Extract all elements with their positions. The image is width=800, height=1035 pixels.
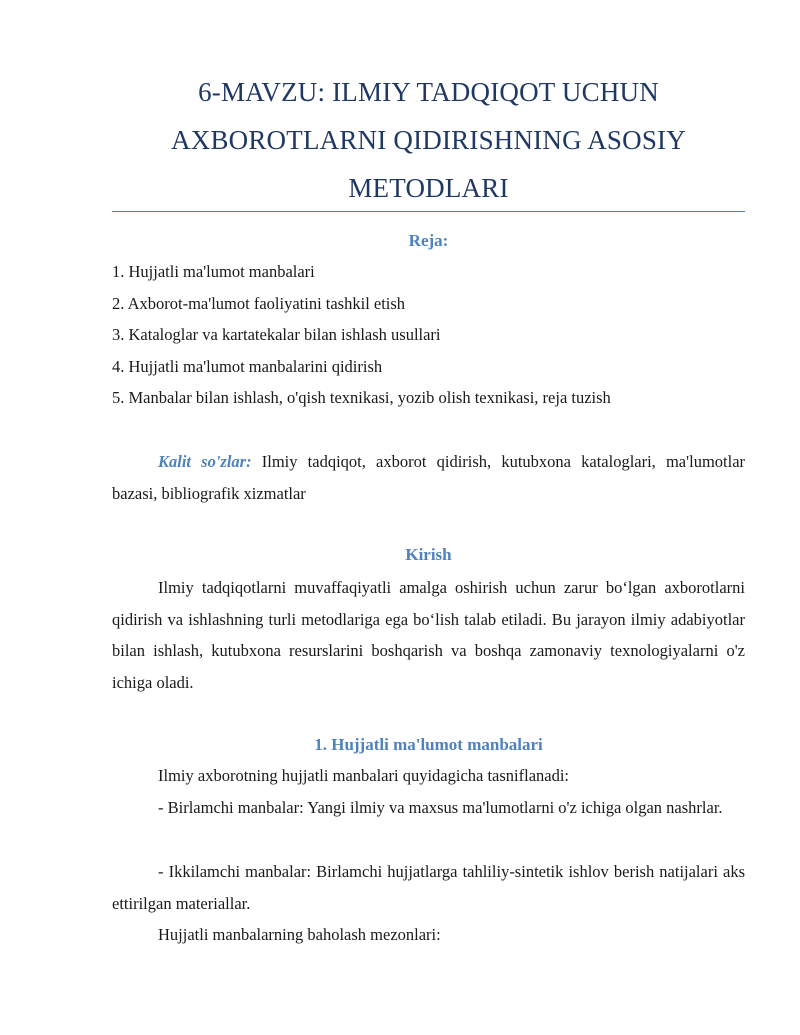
plan-item-1: 1. Hujjatli ma'lumot manbalari xyxy=(112,262,315,281)
section-1-heading: 1. Hujjatli ma'lumot manbalari xyxy=(314,735,543,754)
plan-item-2: 2. Axborot-ma'lumot faoliyatini tashkil etish xyxy=(112,294,406,313)
intro-paragraph: Ilmiy tadqiqotlarni muvaffaqiyatli amalga oshirish uchun zarur bo‘lgan axborotlarni qidirish va ishlashning turli metodlariga ega bo‘lish talab etiladi. Bu jarayon ilmiy adabiyotlar bilan ishlash, kutubxona resurslarini boshqarish va boshqa zamonaviy texnologiyalarni o'z ichiga oladi. xyxy=(112,578,745,692)
plan-item-3: 3. Kataloglar va kartatekalar bilan ishlash usullari xyxy=(112,325,441,344)
document-title xyxy=(112,68,745,212)
keywords-label: Kalit so'zlar: xyxy=(158,452,252,471)
plan-heading: Reja: xyxy=(408,231,449,250)
keywords-paragraph xyxy=(112,446,745,509)
title-divider xyxy=(112,211,745,212)
title-line-2: AXBOROTLARNI QIDIRISHNING ASOSIY xyxy=(171,125,686,155)
section-1-lead: Ilmiy axborotning hujjatli manbalari quyidagicha tasniflanadi: xyxy=(158,766,570,785)
keywords-text: Ilmiy tadqiqot, axborot qidirish, kutubxona kataloglari, ma'lumotlar bazasi, bibliografik xizmatlar xyxy=(112,452,746,503)
title-line-3: METODLARI xyxy=(348,173,509,203)
title-line-1: 6-MAVZU: ILMIY TADQIQOT UCHUN xyxy=(198,77,659,107)
plan-item-5: 5. Manbalar bilan ishlash, o'qish texnikasi, yozib olish texnikasi, reja tuzish xyxy=(112,388,611,407)
primary-sources-paragraph: - Birlamchi manbalar: Yangi ilmiy va maxsus ma'lumotlarni o'z ichiga olgan nashrlar. xyxy=(158,798,723,817)
intro-heading: Kirish xyxy=(405,545,452,564)
plan-item-4: 4. Hujjatli ma'lumot manbalarini qidirish xyxy=(112,357,383,376)
secondary-sources-paragraph: - Ikkilamchi manbalar: Birlamchi hujjatlarga tahliliy-sintetik ishlov berish natijalari aks ettirilgan materiallar. xyxy=(112,862,745,913)
criteria-line: Hujjatli manbalarning baholash mezonlari: xyxy=(158,925,441,944)
